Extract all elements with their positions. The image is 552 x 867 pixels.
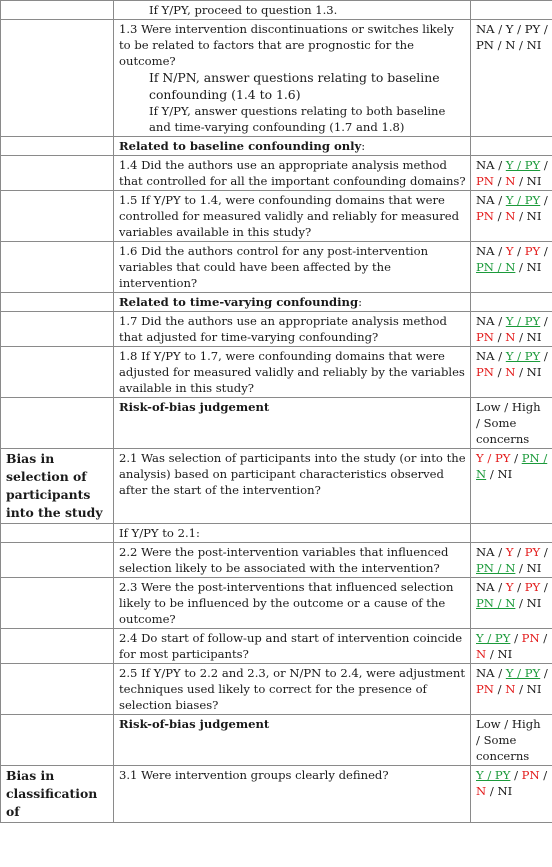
response-cell bbox=[471, 449, 552, 524]
resp-sep: / bbox=[515, 365, 527, 379]
resp-y-py: Y / PY bbox=[505, 349, 541, 363]
resp-y: Y bbox=[505, 545, 514, 559]
subheading-colon: : bbox=[361, 139, 366, 153]
resp-y-py: Y / PY bbox=[505, 158, 541, 172]
resp-sep: / bbox=[493, 174, 506, 188]
judgement-options: Low / High / Some concerns bbox=[471, 715, 552, 766]
resp-y-py: Y / PY bbox=[505, 314, 541, 328]
instruction-note: If N/PN, answer questions relating to baseline confounding (1.4 to 1.6) bbox=[149, 70, 440, 102]
question-cell: 2.5 If Y/PY to 2.2 and 2.3, or N/PN to 2.4, were adjustment techniques used likely to correct for the presence of selection biases? bbox=[114, 664, 471, 715]
resp-sep: / bbox=[513, 580, 525, 594]
resp-sep: / bbox=[540, 545, 548, 559]
question-cell: 1.5 If Y/PY to 1.4, were confounding domains that were controlled for measured validly and reliably for measured variables available in this study? bbox=[114, 191, 471, 242]
resp-sep: / bbox=[540, 314, 548, 328]
resp-ni: NI bbox=[497, 647, 513, 661]
domain-cell bbox=[1, 524, 114, 543]
question-text: 1.3 Were intervention discontinuations or switches likely to be related to factors that are prognostic for the outcome? bbox=[119, 22, 454, 68]
resp-na: NA bbox=[476, 545, 495, 559]
resp-pn-n: PN / N bbox=[476, 561, 516, 575]
resp-n: N bbox=[505, 365, 516, 379]
response-cell bbox=[471, 524, 552, 543]
resp-na: NA bbox=[476, 349, 495, 363]
resp-y-py: Y / PY bbox=[476, 631, 511, 645]
response-cell bbox=[471, 1, 552, 20]
resp-na: NA bbox=[476, 580, 495, 594]
resp-sep: / bbox=[493, 209, 506, 223]
resp-y: Y bbox=[476, 451, 484, 465]
subheading-cell bbox=[114, 293, 471, 312]
resp-ni: NI bbox=[526, 682, 542, 696]
resp-na: NA bbox=[476, 666, 495, 680]
table-row bbox=[1, 715, 552, 766]
judgement-heading: Risk-of-bias judgement bbox=[114, 398, 471, 449]
resp-na: NA bbox=[476, 244, 495, 258]
domain-cell bbox=[1, 629, 114, 664]
resp-ni: NI bbox=[526, 561, 542, 575]
resp-sep: / bbox=[494, 314, 506, 328]
resp-py: PY bbox=[494, 451, 511, 465]
resp-sep: / bbox=[539, 768, 548, 782]
table-row bbox=[1, 156, 552, 191]
resp-py: PY bbox=[524, 244, 541, 258]
question-cell bbox=[114, 20, 471, 137]
resp-y-py: Y / PY bbox=[505, 666, 541, 680]
resp-sep: / bbox=[515, 596, 527, 610]
resp-sep: / bbox=[493, 365, 506, 379]
table-row bbox=[1, 664, 552, 715]
table-row bbox=[1, 347, 552, 398]
question-cell: 2.2 Were the post-intervention variables that influenced selection likely to be associated with the intervention? bbox=[114, 543, 471, 578]
resp-pn: PN bbox=[476, 365, 494, 379]
question-cell: 1.4 Did the authors use an appropriate analysis method that controlled for all the important confounding domains? bbox=[114, 156, 471, 191]
domain-cell bbox=[1, 543, 114, 578]
table-row bbox=[1, 543, 552, 578]
resp-ni: NI bbox=[526, 596, 542, 610]
question-cell: 2.1 Was selection of participants into the study (or into the analysis) based on participant characteristics observed after the start of the intervention? bbox=[114, 449, 471, 524]
resp-py: PY bbox=[524, 545, 541, 559]
resp-n: N bbox=[505, 209, 516, 223]
resp-sep: / bbox=[540, 193, 548, 207]
resp-sep: / bbox=[540, 349, 548, 363]
resp-pn: PN bbox=[521, 768, 540, 782]
question-cell: 3.1 Were intervention groups clearly defined? bbox=[114, 766, 471, 823]
resp-sep: / bbox=[493, 330, 506, 344]
question-cell: If Y/PY to 2.1: bbox=[114, 524, 471, 543]
response-cell bbox=[471, 543, 552, 578]
resp-sep: / bbox=[513, 244, 525, 258]
resp-y-py: Y / PY bbox=[476, 768, 511, 782]
domain-cell bbox=[1, 347, 114, 398]
resp-n: N bbox=[505, 174, 516, 188]
resp-na: NA bbox=[476, 314, 495, 328]
resp-pn-n: PN / N bbox=[476, 451, 548, 481]
resp-y: Y bbox=[505, 580, 514, 594]
table-row bbox=[1, 449, 552, 524]
resp-sep: / bbox=[493, 682, 506, 696]
resp-pn: PN bbox=[521, 631, 540, 645]
table-row bbox=[1, 578, 552, 629]
resp-sep: / bbox=[486, 784, 498, 798]
resp-na: NA bbox=[476, 158, 495, 172]
domain-cell bbox=[1, 312, 114, 347]
domain-cell bbox=[1, 137, 114, 156]
resp-ni: NI bbox=[526, 174, 542, 188]
table-row bbox=[1, 1, 552, 20]
resp-sep: / bbox=[510, 451, 522, 465]
resp-sep: / bbox=[510, 631, 522, 645]
domain-cell bbox=[1, 156, 114, 191]
resp-sep: / bbox=[486, 467, 498, 481]
table-row bbox=[1, 524, 552, 543]
question-cell: 2.4 Do start of follow-up and start of intervention coincide for most participants? bbox=[114, 629, 471, 664]
resp-pn: PN bbox=[476, 330, 494, 344]
table-row bbox=[1, 766, 552, 823]
response-cell bbox=[471, 191, 552, 242]
judgement-options: Low / High / Some concerns bbox=[471, 398, 552, 449]
domain-label: Bias in selection of participants into the study bbox=[1, 449, 114, 524]
response-cell: NA / Y / PY / PN / N / NI bbox=[471, 20, 552, 137]
response-cell bbox=[471, 312, 552, 347]
question-cell: 1.6 Did the authors control for any post-intervention variables that could have been affected by the intervention? bbox=[114, 242, 471, 293]
instruction-note: If Y/PY, answer questions relating to both baseline and time-varying confounding (1.7 and 1.8) bbox=[149, 104, 446, 134]
resp-sep: / bbox=[486, 647, 498, 661]
response-cell bbox=[471, 156, 552, 191]
resp-pn: PN bbox=[476, 174, 494, 188]
table-row bbox=[1, 629, 552, 664]
table-row bbox=[1, 20, 552, 137]
resp-pn: PN bbox=[476, 682, 494, 696]
domain-cell bbox=[1, 242, 114, 293]
judgement-heading: Risk-of-bias judgement bbox=[114, 715, 471, 766]
resp-pn-n: PN / N bbox=[476, 596, 516, 610]
resp-sep: / bbox=[494, 580, 506, 594]
resp-sep: / bbox=[515, 260, 527, 274]
domain-cell bbox=[1, 20, 114, 137]
table-row bbox=[1, 293, 552, 312]
resp-sep: / bbox=[539, 631, 548, 645]
resp-n: N bbox=[476, 647, 487, 661]
resp-sep: / bbox=[510, 768, 522, 782]
resp-sep: / bbox=[515, 682, 527, 696]
resp-n: N bbox=[476, 784, 487, 798]
resp-ni: NI bbox=[497, 784, 513, 798]
resp-n: N bbox=[505, 330, 516, 344]
resp-sep: / bbox=[540, 244, 548, 258]
question-text: If Y/PY, proceed to question 1.3. bbox=[149, 3, 338, 17]
response-cell bbox=[471, 242, 552, 293]
table-row bbox=[1, 398, 552, 449]
table-row bbox=[1, 312, 552, 347]
question-cell: 1.8 If Y/PY to 1.7, were confounding domains that were adjusted for measured validly and reliably by the variables available in this study? bbox=[114, 347, 471, 398]
resp-ni: NI bbox=[526, 365, 542, 379]
resp-ni: NI bbox=[526, 330, 542, 344]
resp-ni: NI bbox=[526, 260, 542, 274]
resp-sep: / bbox=[515, 209, 527, 223]
resp-sep: / bbox=[513, 545, 525, 559]
domain-cell bbox=[1, 715, 114, 766]
domain-cell bbox=[1, 578, 114, 629]
domain-cell bbox=[1, 1, 114, 20]
resp-sep: / bbox=[494, 666, 506, 680]
resp-sep: / bbox=[494, 349, 506, 363]
resp-sep: / bbox=[515, 330, 527, 344]
resp-sep: / bbox=[540, 666, 548, 680]
resp-sep: / bbox=[494, 193, 506, 207]
resp-sep: / bbox=[540, 158, 548, 172]
resp-sep: / bbox=[515, 174, 527, 188]
resp-pn: PN bbox=[476, 209, 494, 223]
table-row bbox=[1, 242, 552, 293]
question-cell: 2.3 Were the post-interventions that influenced selection likely to be influenced by the outcome or a cause of the outcome? bbox=[114, 578, 471, 629]
response-cell bbox=[471, 293, 552, 312]
resp-sep: / bbox=[515, 561, 527, 575]
resp-sep: / bbox=[540, 580, 548, 594]
resp-py: PY bbox=[524, 580, 541, 594]
domain-cell bbox=[1, 293, 114, 312]
response-cell bbox=[471, 578, 552, 629]
resp-sep: / bbox=[494, 545, 506, 559]
response-cell bbox=[471, 664, 552, 715]
response-cell bbox=[471, 629, 552, 664]
domain-label: Bias in classification of bbox=[1, 766, 114, 823]
domain-cell bbox=[1, 191, 114, 242]
response-cell bbox=[471, 137, 552, 156]
response-cell bbox=[471, 347, 552, 398]
resp-ni: NI bbox=[497, 467, 513, 481]
response-cell bbox=[471, 766, 552, 823]
resp-sep: / bbox=[494, 158, 506, 172]
resp-sep: / bbox=[483, 451, 495, 465]
resp-y: Y bbox=[505, 244, 514, 258]
table-row bbox=[1, 191, 552, 242]
question-cell: 1.7 Did the authors use an appropriate analysis method that adjusted for time-varying confounding? bbox=[114, 312, 471, 347]
resp-na: NA bbox=[476, 193, 495, 207]
domain-cell bbox=[1, 398, 114, 449]
resp-pn-n: PN / N bbox=[476, 260, 516, 274]
question-cell bbox=[114, 1, 471, 20]
subheading-cell bbox=[114, 137, 471, 156]
resp-sep: / bbox=[494, 244, 506, 258]
resp-n: N bbox=[505, 682, 516, 696]
subheading: Related to baseline confounding only bbox=[119, 139, 362, 153]
resp-y-py: Y / PY bbox=[505, 193, 541, 207]
subheading-colon: : bbox=[358, 295, 362, 309]
table-row bbox=[1, 137, 552, 156]
resp-ni: NI bbox=[526, 209, 542, 223]
domain-cell bbox=[1, 664, 114, 715]
subheading: Related to time-varying confounding bbox=[119, 295, 359, 309]
